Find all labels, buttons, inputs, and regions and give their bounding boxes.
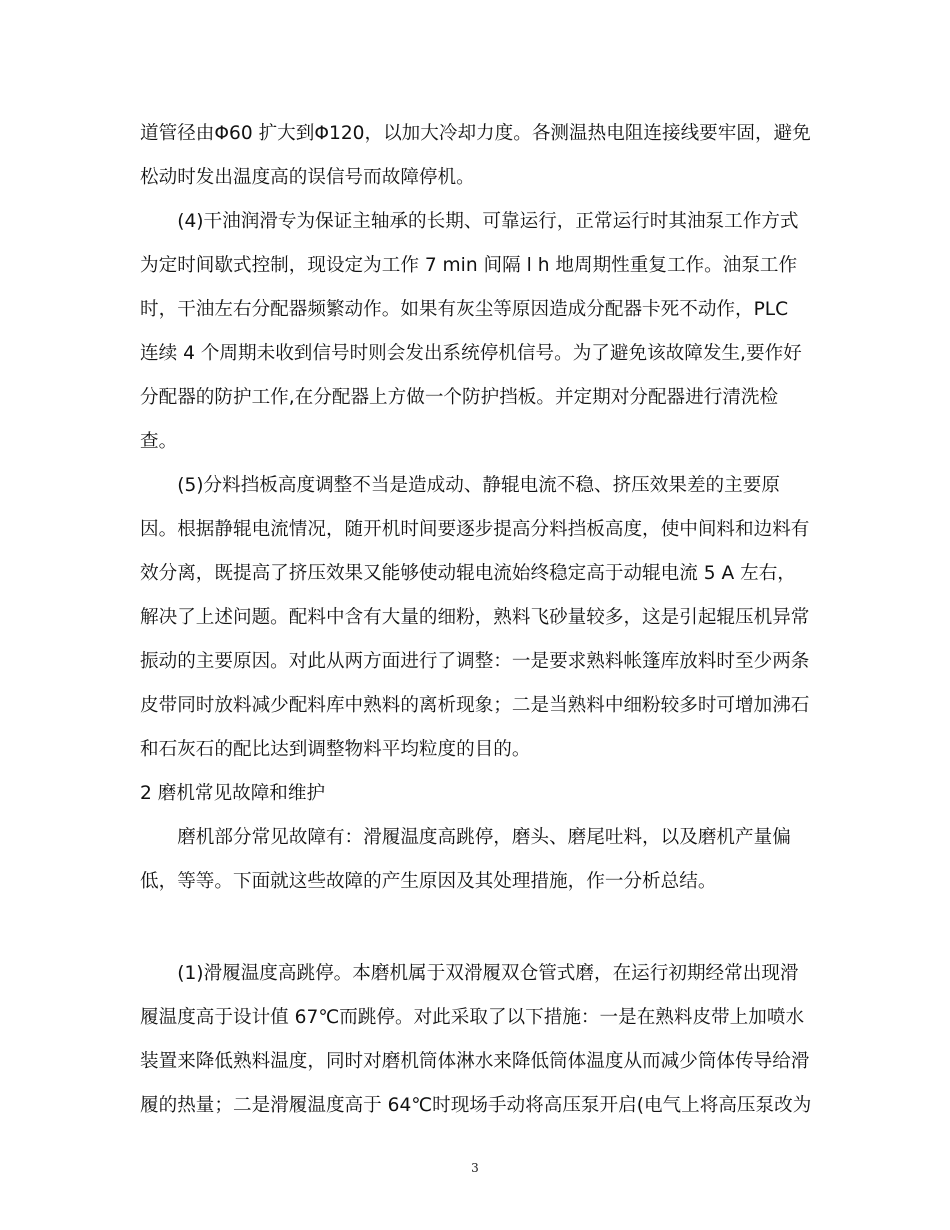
text-line: 效分离，既提高了挤压效果又能够使动辊电流始终稳定高于动辊电流 5 A 左右，	[140, 563, 796, 584]
section-heading: 2 磨机常见故障和维护	[140, 783, 326, 804]
text-line: 因。根据静辊电流情况，随开机时间要逐步提高分料挡板高度，使中间料和边料有	[140, 519, 810, 540]
text-line: 分配器的防护工作,在分配器上方做一个防护挡板。并定期对分配器进行清洗检	[140, 387, 779, 408]
text-line: 解决了上述问题。配料中含有大量的细粉，熟料飞砂量较多，这是引起辊压机异常	[140, 607, 810, 628]
paragraph-5-start: (5)分料挡板高度调整不当是造成动、静辊电流不稳、挤压效果差的主要原	[140, 475, 780, 496]
text-line: 履的热量；二是滑履温度高于 64℃时现场手动将高压泵开启(电气上将高压泵改为	[140, 1095, 812, 1116]
text-line: 振动的主要原因。对此从两方面进行了调整：一是要求熟料帐篷库放料时至少两条	[140, 651, 810, 672]
text-line: 松动时发出温度高的误信号而故障停机。	[140, 167, 475, 188]
text-line: 低，等等。下面就这些故障的产生原因及其处理措施，作一分析总结。	[140, 871, 717, 892]
text-line: 查。	[140, 431, 178, 452]
text-line: 履温度高于设计值 67℃而跳停。对此采取了以下措施：一是在熟料皮带上加喷水	[140, 1007, 805, 1028]
text-line: 连续 4 个周期未收到信号时则会发出系统停机信号。为了避免该故障发生,要作好	[140, 343, 802, 364]
text-line: 皮带同时放料减少配料库中熟料的离析现象；二是当熟料中细粉较多时可增加沸石	[140, 695, 810, 716]
paragraph-4-start: (4)干油润滑专为保证主轴承的长期、可靠运行，正常运行时其油泵工作方式	[140, 211, 799, 232]
text-line: 装置来降低熟料温度，同时对磨机筒体淋水来降低筒体温度从而减少筒体传导给滑	[140, 1051, 810, 1072]
text-line: 磨机部分常见故障有：滑履温度高跳停，磨头、磨尾吐料，以及磨机产量偏	[140, 827, 791, 848]
page-number: 3	[471, 1161, 479, 1175]
paragraph-1-start: (1)滑履温度高跳停。本磨机属于双滑履双仓管式磨，在运行初期经常出现滑	[140, 963, 799, 984]
text-line: 时，干油左右分配器频繁动作。如果有灰尘等原因造成分配器卡死不动作，PLC	[140, 299, 789, 320]
text-line: 道管径由Φ60 扩大到Φ120，以加大冷却力度。各测温热电阻连接线要牢固，避免	[140, 123, 811, 144]
text-line: 为定时间歇式控制，现设定为工作 7 min 间隔 l h 地周期性重复工作。油泵工作	[140, 255, 798, 276]
text-line: 和石灰石的配比达到调整物料平均粒度的目的。	[140, 739, 531, 760]
